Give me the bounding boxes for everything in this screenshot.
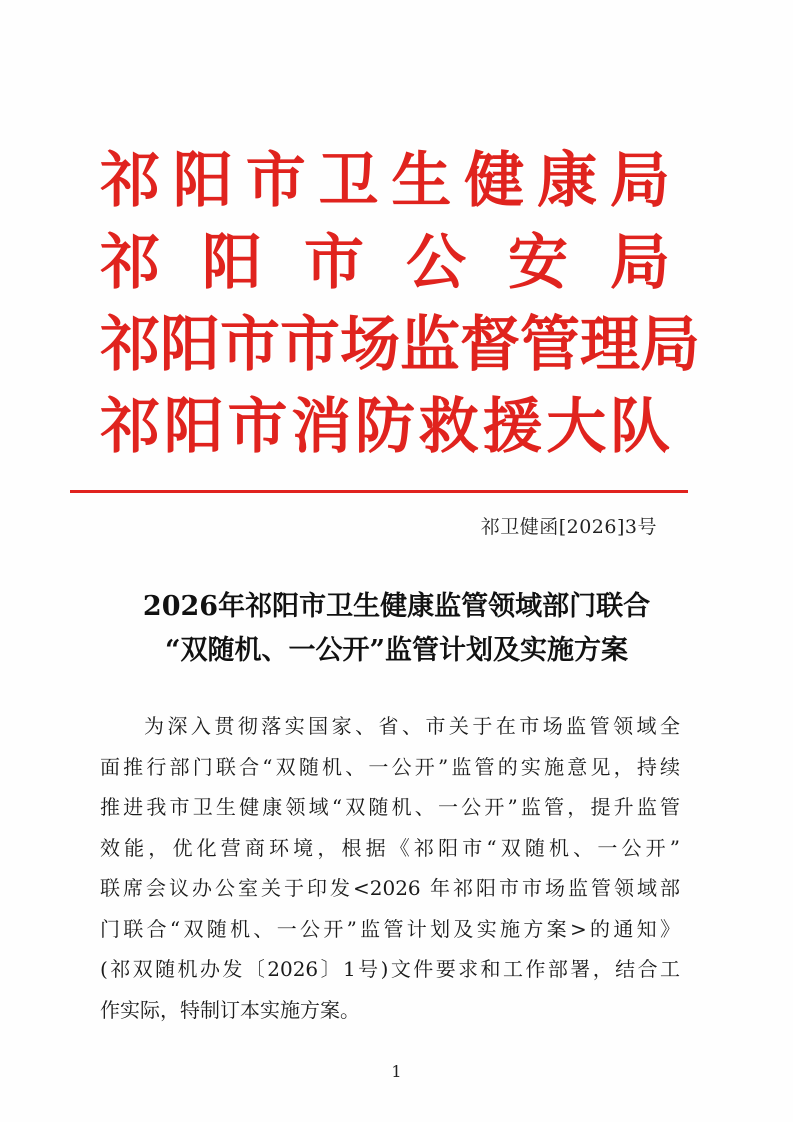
body-line: (祁双随机办发〔2026〕1号)文件要求和工作部署，结合工 <box>100 957 680 981</box>
agency-health-bureau: 祁 阳 市 卫 生 健 康 局 <box>100 146 670 216</box>
agency-public-security-bureau: 祁 阳 市 公 安 局 <box>100 228 670 298</box>
document-title <box>60 585 733 673</box>
agency-market-supervision-bureau: 祁 阳 市 市 场 监 督 管 理 局 <box>100 310 700 380</box>
body-line: 推进我市卫生健康领域“双随机、一公开”监管，提升监管 <box>100 795 680 819</box>
body-line: 联席会议办公室关于印发<2026 年祁阳市市场监管领域部 <box>100 876 680 900</box>
body-line: 面推行部门联合“双随机、一公开”监管的实施意见，持续 <box>100 754 680 779</box>
page-number: 1 <box>391 1062 402 1081</box>
body-line: 为深入贯彻落实国家、省、市关于在市场监管领域全 <box>144 714 680 738</box>
body-paragraph <box>100 706 680 1030</box>
body-line: 门联合“双随机、一公开”监管计划及实施方案>的通知》 <box>100 916 680 941</box>
agency-fire-rescue-brigade: 祁 阳 市 消 防 救 援 大 队 <box>100 392 670 462</box>
document-number: 祁卫健函[2026]3号 <box>480 516 657 538</box>
issuing-agencies-header <box>100 140 700 468</box>
body-line: 效能，优化营商环境，根据《祁阳市“双随机、一公开” <box>100 835 680 860</box>
title-line-1: 2026年祁阳市卫生健康监管领域部门联合 <box>142 591 651 622</box>
body-line: 作实际，特制订本实施方案。 <box>100 997 360 1022</box>
red-separator-line <box>70 490 688 493</box>
title-line-2: “双随机、一公开”监管计划及实施方案 <box>164 635 629 666</box>
